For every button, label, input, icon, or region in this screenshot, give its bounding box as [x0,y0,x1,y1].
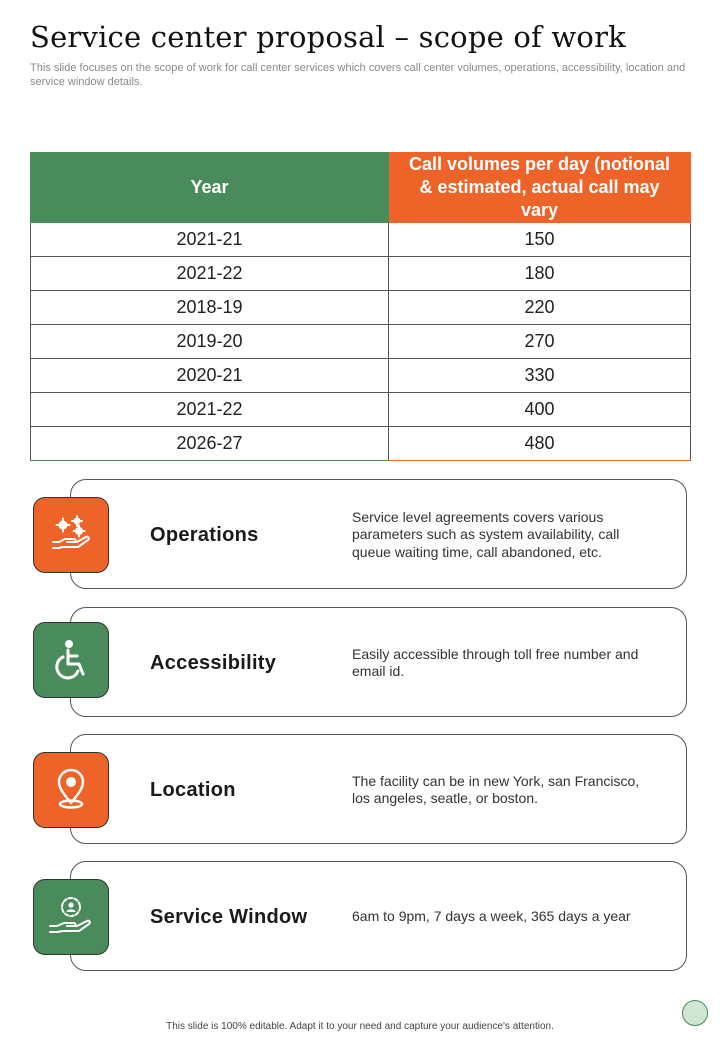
slide-marker-dot [682,1000,708,1026]
cell-year: 2021-22 [31,257,389,291]
table-row [31,393,691,427]
cell-year: 2021-21 [31,223,389,257]
cell-year: 2018-19 [31,291,389,325]
wheelchair-icon [33,622,109,698]
card-service-window [70,861,687,971]
page-subtitle: This slide focuses on the scope of work for call center services which covers call center volumes, operations, accessibility, location and service window details. [30,62,686,88]
card-location-description: The facility can be in new York, san Francisco, los angeles, seatle, or boston. [352,772,640,806]
card-service-window-description: 6am to 9pm, 7 days a week, 365 days a year [352,908,631,925]
table-row [31,223,691,257]
cell-call-volume: 400 [389,393,691,427]
column-header-year: Year [31,153,389,223]
call-volume-table [30,152,691,461]
cell-year: 2026-27 [31,427,389,461]
column-header-call-volumes: Call volumes per day (notional & estimated, actual call may vary [389,153,691,223]
cell-call-volume: 480 [389,427,691,461]
cell-call-volume: 220 [389,291,691,325]
card-operations-label: Operations [150,523,259,546]
card-location-label: Location [150,778,236,801]
page-title: Service center proposal – scope of work [30,20,626,54]
cell-call-volume: 180 [389,257,691,291]
table-row [31,291,691,325]
cell-year: 2021-22 [31,393,389,427]
hand-gear-person-icon [33,879,109,955]
table-row [31,359,691,393]
table-header-row [31,153,691,223]
hand-gears-icon [33,497,109,573]
table-row [31,427,691,461]
table-row [31,325,691,359]
footer-note: This slide is 100% editable. Adapt it to your need and capture your audience's attention. [166,1021,554,1032]
cell-call-volume: 330 [389,359,691,393]
cell-year: 2020-21 [31,359,389,393]
card-operations-description: Service level agreements covers various parameters such as system availability, call queue waiting time, call abandoned, etc. [352,508,620,560]
cell-call-volume: 270 [389,325,691,359]
card-accessibility-description: Easily accessible through toll free number and email id. [352,645,639,679]
card-location [70,734,687,844]
card-operations [70,479,687,589]
table-row [31,257,691,291]
location-pin-icon [33,752,109,828]
card-service-window-label: Service Window [150,905,308,928]
card-accessibility-label: Accessibility [150,651,277,674]
card-accessibility [70,607,687,717]
cell-year: 2019-20 [31,325,389,359]
cell-call-volume: 150 [389,223,691,257]
